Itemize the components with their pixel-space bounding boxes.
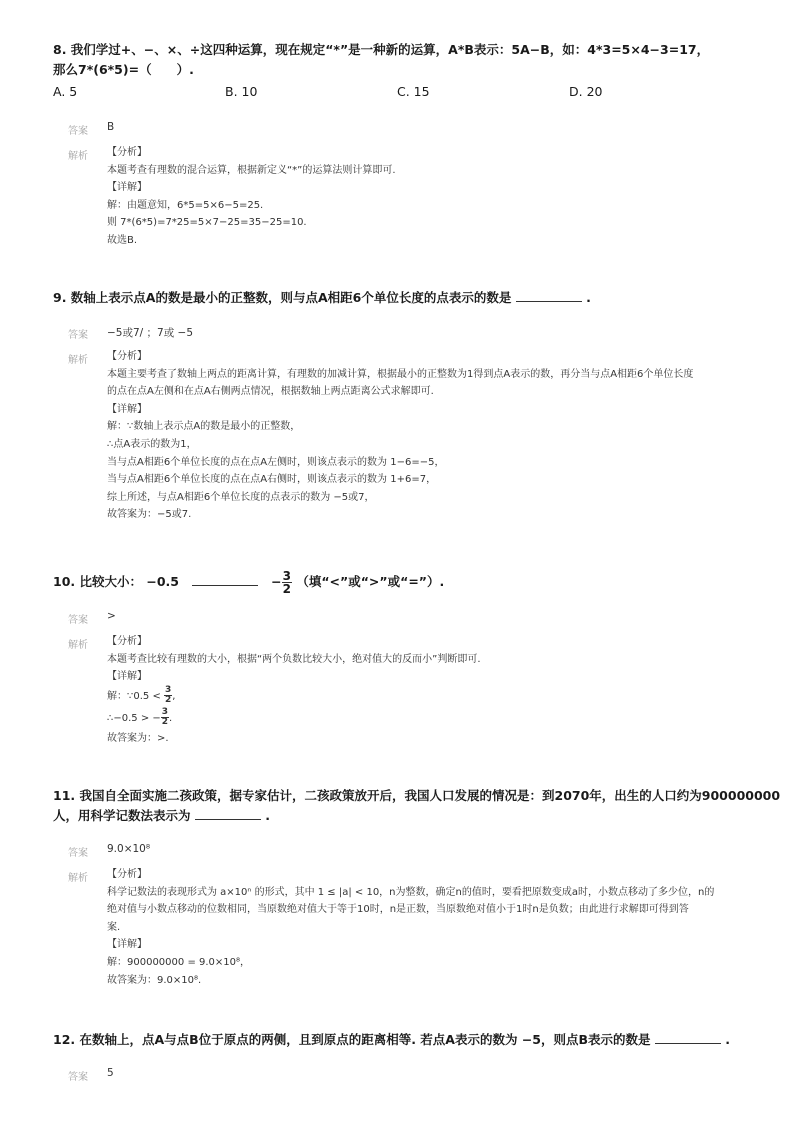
step-1-text: 解：∵0.5 < xyxy=(107,690,161,702)
question-11-text: 人，用科学记数法表示为 xyxy=(53,808,191,823)
analysis-line: 【详解】 xyxy=(107,939,147,951)
answer-label: 答案 xyxy=(68,330,88,341)
analysis-line: 故答案为：>. xyxy=(107,732,169,744)
answer-label: 答案 xyxy=(68,615,88,626)
analysis-line: 当与点A相距6个单位长度的点在点A右侧时，则该点表示的数为 1+6=7， xyxy=(107,474,437,486)
analysis-line: 解：∵数轴上表示点A的数是最小的正整数， xyxy=(107,421,301,433)
analysis-line: 当与点A相距6个单位长度的点在点A左侧时，则该点表示的数为 1−6=−5， xyxy=(107,456,445,468)
question-11-answer: 9.0×10⁸ xyxy=(107,843,151,855)
fraction-denominator: 2 xyxy=(165,695,172,706)
analysis-line: 科学记数法的表现形式为 a×10ⁿ 的形式，其中 1 ≤ |a| < 10，n为整数，确定n的值时，要看把原数变成a时，小数点移动了多少位，n的 xyxy=(107,886,715,898)
question-10-answer: > xyxy=(107,610,116,622)
analysis-label: 解析 xyxy=(68,151,88,162)
question-10-prefix: 10. 比较大小： xyxy=(53,574,142,589)
analysis-line: 综上所述，与点A相距6个单位长度的点表示的数为 −5或7， xyxy=(107,491,375,503)
answer-label: 答案 xyxy=(68,848,88,859)
question-10-analysis xyxy=(107,633,727,747)
question-12-text: 12. 在数轴上，点A与点B位于原点的两侧，且到原点的距离相等. 若点A表示的数为 −5，则点B表示的数是 xyxy=(53,1032,651,1047)
question-8-options xyxy=(53,84,733,102)
question-9 xyxy=(53,288,753,308)
step-2-text: ∴−0.5 > − xyxy=(107,712,161,724)
analysis-line: 解：900000000 = 9.0×10⁸， xyxy=(107,956,251,968)
analysis-line: 【分析】 xyxy=(107,636,147,647)
analysis-line: 【分析】 xyxy=(107,351,147,362)
analysis-line: 本题考查比较有理数的大小，根据“两个负数比较大小，绝对值大的反而小”判断即可. xyxy=(107,653,481,665)
analysis-line: 本题主要考查了数轴上两点的距离计算，有理数的加减计算，根据最小的正整数为1得到点A表示的数，再分当与点A相距6个单位长度 xyxy=(107,368,694,380)
question-11-end: . xyxy=(265,808,270,823)
analysis-line: 故答案为：−5或7. xyxy=(107,509,192,521)
question-9-analysis xyxy=(107,348,727,524)
analysis-line: 本题考查有理数的混合运算，根据新定义“*”的运算法则计算即可. xyxy=(107,164,396,176)
step-2-end: . xyxy=(169,712,173,724)
option-a: A. 5 xyxy=(53,84,78,99)
answer-blank xyxy=(655,1031,721,1044)
fraction-three-halves xyxy=(282,570,292,595)
question-11-line2 xyxy=(53,806,753,826)
answer-blank xyxy=(516,289,582,302)
question-12-end: . xyxy=(725,1032,730,1047)
fraction-numerator: 3 xyxy=(161,707,169,718)
analysis-line: 【详解】 xyxy=(107,671,147,683)
option-d: D. 20 xyxy=(569,84,603,99)
answer-label: 答案 xyxy=(68,1072,88,1083)
question-9-text: 9. 数轴上表示点A的数是最小的正整数，则与点A相距6个单位长度的点表示的数是 xyxy=(53,290,512,305)
question-9-end: . xyxy=(586,290,591,305)
question-11-analysis xyxy=(107,866,727,989)
question-12 xyxy=(53,1030,753,1050)
analysis-line: 【详解】 xyxy=(107,182,147,194)
fraction-numerator: 3 xyxy=(165,685,172,696)
analysis-step-1 xyxy=(107,686,727,708)
analysis-line: 【分析】 xyxy=(107,869,147,880)
answer-blank xyxy=(192,573,258,586)
question-9-answer: −5或7/ ；7或 −5 xyxy=(107,327,194,339)
analysis-label: 解析 xyxy=(68,355,88,366)
question-8-answer: B xyxy=(107,121,115,133)
analysis-line: 【分析】 xyxy=(107,147,147,158)
analysis-step-2 xyxy=(107,708,727,730)
question-8-line1: 8. 我们学过+、−、×、÷这四种运算，现在规定“*”是一种新的运算，A*B表示：5A−B，如：4*3=5×4−3=17， xyxy=(53,42,710,57)
option-c: C. 15 xyxy=(397,84,430,99)
question-11-line1: 11. 我国自全面实施二孩政策，据专家估计，二孩政策放开后，我国人口发展的情况是：到2070年，出生的人口约为900000000 xyxy=(53,788,781,803)
analysis-line: 故选B. xyxy=(107,234,138,246)
fraction-denominator: 2 xyxy=(282,582,291,596)
answer-blank xyxy=(195,807,261,820)
question-8-analysis xyxy=(107,144,727,250)
question-10-minus: − xyxy=(271,574,282,589)
analysis-line: 的点在点A左侧和在点A右侧两点情况，根据数轴上两点距离公式求解即可. xyxy=(107,386,434,398)
analysis-label: 解析 xyxy=(68,873,88,884)
analysis-line: 案. xyxy=(107,921,121,933)
question-10-left-value: −0.5 xyxy=(146,574,179,589)
question-10-suffix: （填“<”或“>”或“=”）. xyxy=(296,574,445,589)
analysis-line: 绝对值与小数点移动的位数相同，当原数绝对值大于等于10时，n是正数，当原数绝对值小于1时n是负数；由此进行求解即可得到答 xyxy=(107,904,689,916)
analysis-line: 【详解】 xyxy=(107,403,147,415)
analysis-line: 解：由题意知，6*5=5×6−5=25. xyxy=(107,199,264,211)
analysis-line: ∴点A表示的数为1， xyxy=(107,438,197,450)
question-10 xyxy=(53,568,753,596)
option-b: B. 10 xyxy=(225,84,258,99)
step-1-end: , xyxy=(172,690,176,702)
analysis-label: 解析 xyxy=(68,640,88,651)
answer-label: 答案 xyxy=(68,126,88,137)
fraction-three-halves xyxy=(161,708,169,727)
question-8-line2: 那么7*(6*5)=（ ）. xyxy=(53,62,194,77)
analysis-line: 故答案为：9.0×10⁸. xyxy=(107,974,202,986)
fraction-denominator: 2 xyxy=(161,717,169,728)
analysis-line: 则 7*(6*5)=7*25=5×7−25=35−25=10. xyxy=(107,217,307,229)
fraction-numerator: 3 xyxy=(282,569,291,583)
question-12-answer: 5 xyxy=(107,1067,114,1079)
